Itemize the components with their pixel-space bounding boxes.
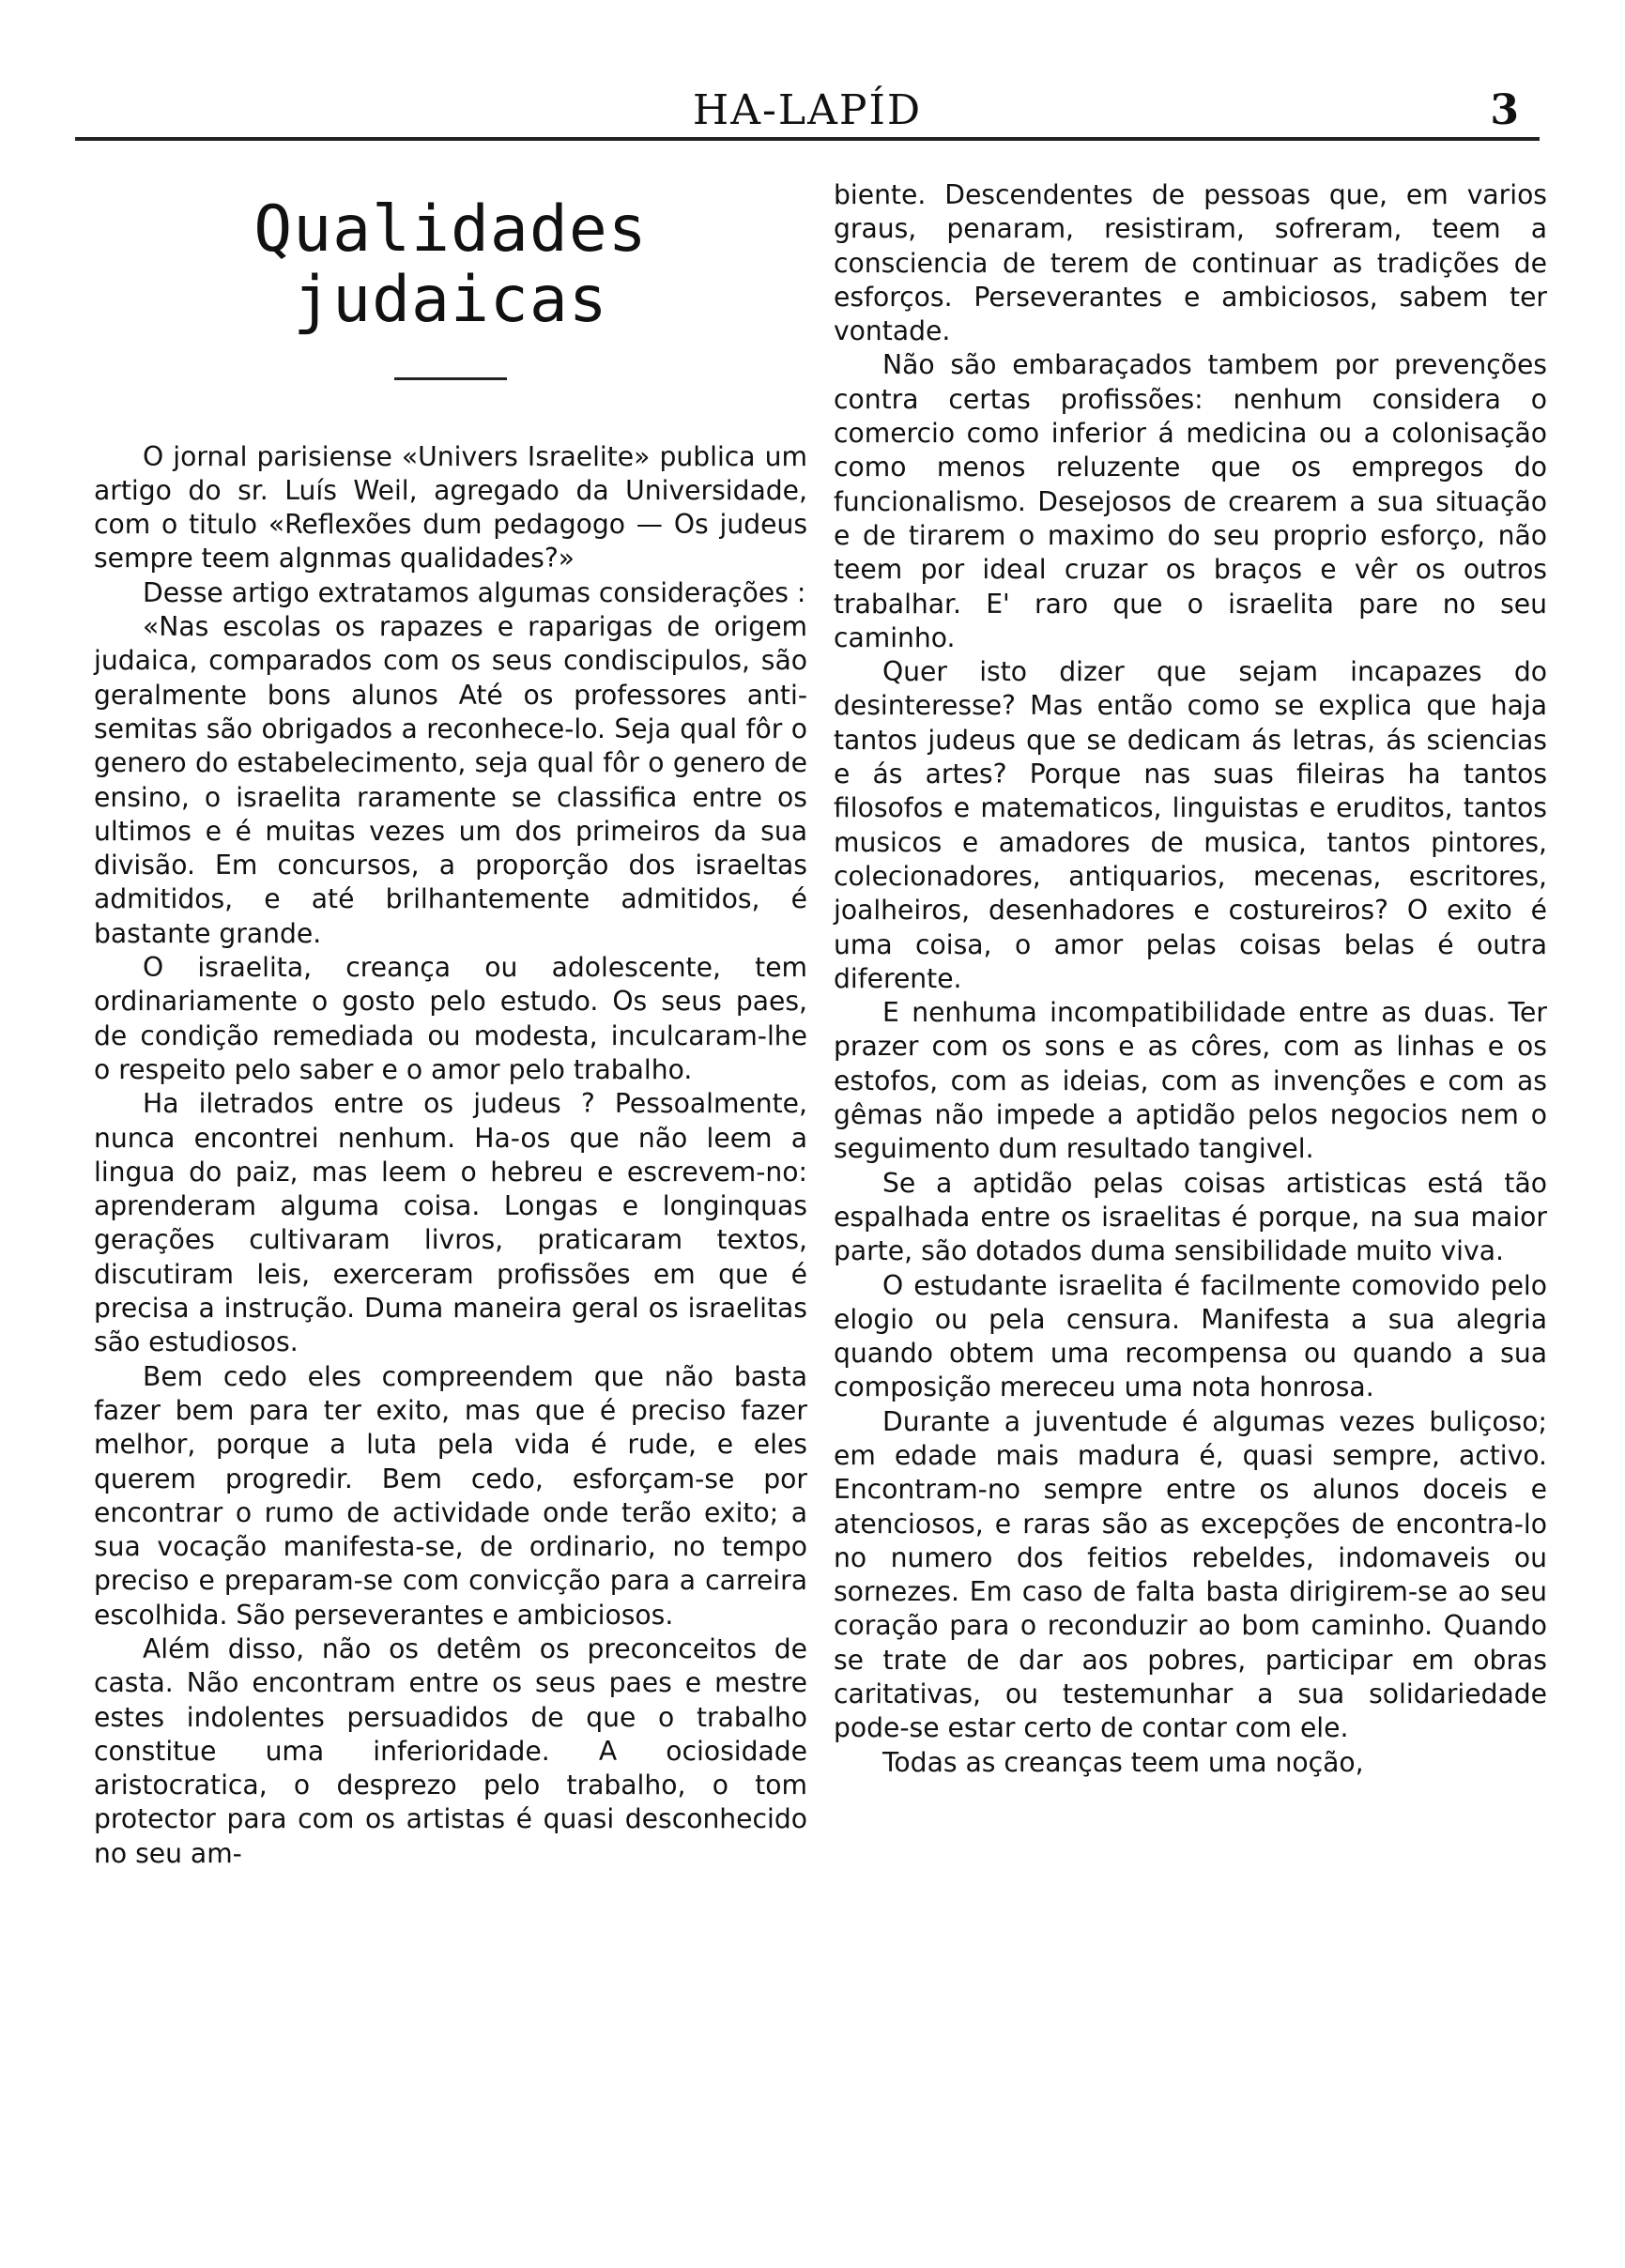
paragraph: Desse artigo extratamos algumas considerações : [143,576,806,608]
paragraph: Não são embaraçados tambem por prevenções contra certas profissões: nenhum considera o comercio como inferior á medicina ou a colonisação como menos reluzente que os empregos do funcionalismo. Desejosos de crearem a sua situação e de tirarem o maximo do seu proprio esforço, não teem por ideal cruzar os braços e vêr os outros trabalhar. E' raro que o israelita pare no seu caminho. [834,349,1547,653]
paragraph: Durante a juventude é algumas vezes buliçoso; em edade mais madura é, quasi sempre, activo. Encontram-no sempre entre os alunos doceis e atenciosos, e raras são as excepções de encontra-lo no numero dos feitios rebeldes, indomaveis ou sornezes. Em caso de falta basta dirigirem-se ao seu coração para o reconduzir ao bom caminho. Quando se trate de dar aos pobres, participar em obras caritativas, ou testemunhar a sua solidariedade pode-se estar certo de contar com ele. [834,1405,1547,1744]
paragraph: Todas as creanças teem uma noção, [882,1746,1364,1778]
paragraph: Ha iletrados entre os judeus ? Pessoalmente, nunca encontrei nenhum. Ha-os que não leem a lingua do paiz, mas leem o hebreu e escrevem-no: aprenderam alguma coisa. Longas e longinquas gerações cultivaram livros, praticaram textos, discutiram leis, exerceram profissões em que é precisa a instrução. Duma maneira geral os israelitas são estudiosos. [94,1088,807,1358]
header-rule [75,137,1540,141]
running-title: HA-LAPÍD [692,86,923,134]
paragraph: Quer isto dizer que sejam incapazes do desinteresse? Mas então como se explica que haja tantos judeus que se dedicam ás letras, ás sciencias e ás artes? Porque nas suas fileiras ha tantos filosofos e matematicos, linguistas e eruditos, tantos musicos e amadores de musica, tantos pintores, colecionadores, antiquarios, mecenas, escritores, joalheiros, desenhadores e costureiros? O exito é uma coisa, o amor pelas coisas belas é outra diferente. [834,656,1547,994]
paragraph: biente. Descendentes de pessoas que, em varios graus, penaram, resistiram, sofreram, teem a consciencia de terem de continuar as tradições de esforços. Perseverantes e ambiciosos, sabem ter vontade. [834,179,1547,347]
paragraph: Se a aptidão pelas coisas artisticas está tão espalhada entre os israelitas é porque, na sua maior parte, são dotados duma sensibilidade muito viva. [834,1167,1547,1267]
page-number: 3 [1490,86,1519,134]
article-title: Qualidades judaicas [253,192,648,337]
paragraph: «Nas escolas os rapazes e raparigas de origem judaica, comparados com os seus condiscipulos, são geralmente bons alunos Até os professores anti-semitas são obrigados a reconhece-lo. Seja qual fôr o genero do estabelecimento, seja qual fôr o genero de ensino, o israelita raramente se classifica entre os ultimos e é muitas vezes um dos primeiros da sua divisão. Em concursos, a proporção dos israeltas admitidos, e até brilhantemente admitidos, é bastante grande. [94,611,807,949]
paragraph: Bem cedo eles compreendem que não basta fazer bem para ter exito, mas que é preciso fazer melhor, porque a luta pela vida é rude, e eles querem progredir. Bem cedo, esforçam-se por encontrar o rumo de actividade onde terão exito; a sua vocação manifesta-se, de ordinario, no tempo preciso e preparam-se com convicção para a carreira escolhida. São perseverantes e ambiciosos. [94,1360,807,1631]
left-column [94,178,807,2225]
paragraph: O jornal parisiense «Univers Israelite» publica um artigo do sr. Luís Weil, agregado da Universidade, com o titulo «Reflexões dum pedagogo — Os judeus sempre teem algnmas qualidades?» [94,440,807,575]
right-column [834,178,1547,2225]
title-rule [394,377,507,380]
paragraph: O israelita, creança ou adolescente, tem ordinariamente o gosto pelo estudo. Os seus paes, de condição remediada ou modesta, inculcaram-lhe o respeito pelo saber e o amor pelo trabalho. [94,952,807,1085]
paragraph: E nenhuma incompatibilidade entre as duas. Ter prazer com os sons e as côres, com as linhas e os estofos, com as ideias, com as invenções e com as gêmas não impede a aptidão pelos negocios nem o seguimento dum resultado tangivel. [834,997,1547,1165]
paragraph: Além disso, não os detêm os preconceitos de casta. Não encontram entre os seus paes e mestre estes indolentes persuadidos de que o trabalho constitue uma inferioridade. A ociosidade aristocratica, o desprezo pelo trabalho, o tom protector para com os artistas é quasi desconhecido no seu am- [94,1632,807,1869]
page-header [75,86,1540,145]
paragraph: O estudante israelita é facilmente comovido pelo elogio ou pela censura. Manifesta a sua alegria quando obtem uma recompensa ou quando a sua composição mereceu uma nota honrosa. [834,1269,1547,1403]
